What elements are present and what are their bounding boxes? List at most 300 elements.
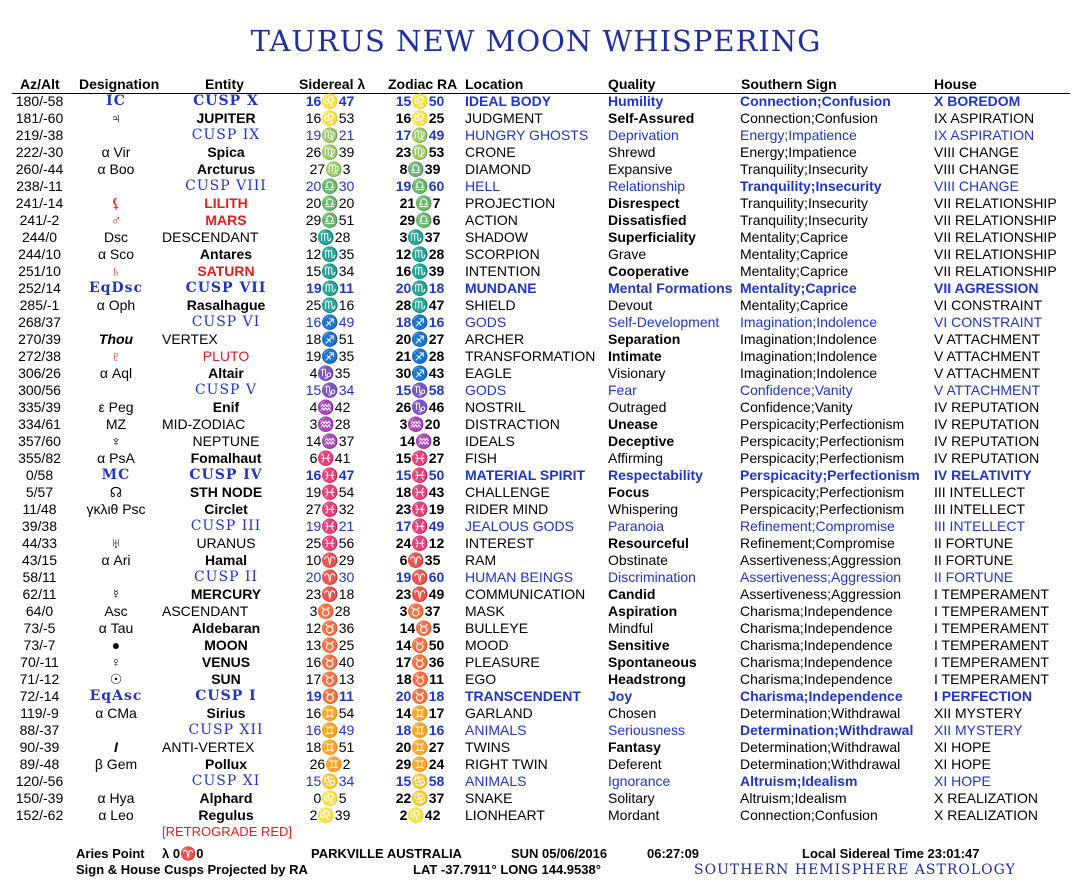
cell-designation [70, 722, 162, 739]
cell-quality: Chosen [608, 705, 657, 721]
cell-sidereal: 19♓21 [305, 518, 355, 534]
cell-entity: DESCENDANT [162, 229, 259, 245]
cell-location: RIGHT TWIN [465, 756, 548, 772]
cell-az-alt: 73/-7 [23, 637, 56, 653]
cell-entity: Spica [207, 144, 245, 160]
cell-southern-sign: Confidence;Vanity [740, 382, 853, 398]
cell-sidereal: 19♉11 [306, 688, 354, 704]
cell-quality: Paranoia [608, 518, 665, 534]
cell-house: XII MYSTERY [934, 722, 1023, 738]
cell-sidereal: 25♏16 [305, 297, 355, 313]
table-row [0, 263, 1072, 280]
cell-quality: Respectability [608, 467, 703, 483]
cell-house: VII RELATIONSHIP [934, 195, 1057, 211]
cell-zodiac-ra: 15♓50 [395, 467, 445, 483]
cell-sidereal: 12♏35 [305, 246, 355, 262]
cell-designation: ε Peg [98, 399, 134, 415]
cell-zodiac-ra: 18♊16 [395, 722, 445, 738]
cell-sidereal: 16♌53 [305, 110, 355, 126]
cell-entity: ANTI-VERTEX [162, 739, 255, 755]
aries-point-label: Aries Point [76, 846, 145, 861]
retrograde-note: [RETROGRADE RED] [162, 824, 293, 839]
cell-southern-sign: Perspicacity;Perfectionism [740, 467, 920, 483]
header-sidereal: Sidereal λ [299, 76, 366, 92]
cell-quality: Deceptive [608, 433, 675, 449]
cell-zodiac-ra: 18♓43 [395, 484, 445, 500]
cell-location: NOSTRIL [465, 399, 526, 415]
cell-quality: Self-Assured [608, 110, 695, 126]
footer-line-1 [0, 846, 1072, 862]
cell-zodiac-ra: 20♉18 [395, 688, 445, 704]
cell-entity: VENUS [201, 654, 251, 670]
cell-house: VII AGRESSION [934, 280, 1039, 296]
table-row [0, 229, 1072, 246]
cell-az-alt: 39/38 [21, 518, 58, 534]
cell-quality: Separation [608, 331, 681, 347]
cell-southern-sign: Charisma;Independence [740, 620, 893, 636]
cell-location: SHADOW [465, 229, 528, 245]
cell-sidereal: 20♈30 [305, 569, 355, 585]
cell-quality: Joy [608, 688, 633, 704]
cell-location: ACTION [465, 212, 518, 228]
cell-zodiac-ra: 23♓19 [395, 501, 445, 517]
table-row [0, 399, 1072, 416]
cell-sidereal: 16♊54 [305, 705, 355, 721]
cell-quality: Unease [608, 416, 658, 432]
cell-az-alt: 335/39 [18, 399, 61, 415]
cell-entity: SATURN [197, 263, 255, 279]
local-sidereal-time: Local Sidereal Time 23:01:47 [802, 846, 980, 861]
cell-southern-sign: Connection;Confusion [740, 93, 891, 109]
cell-southern-sign: Perspicacity;Perfectionism [740, 501, 905, 517]
cell-house: VII RELATIONSHIP [934, 212, 1057, 228]
cell-designation: ♃ [110, 110, 122, 126]
cell-az-alt: 44/33 [21, 535, 58, 551]
cell-zodiac-ra: 23♍53 [395, 144, 445, 160]
cell-southern-sign: Charisma;Independence [740, 671, 893, 687]
table-row [0, 314, 1072, 331]
cell-house: IX ASPIRATION [934, 110, 1035, 126]
cell-house: I TEMPERAMENT [934, 603, 1049, 619]
cell-entity: PLUTO [202, 348, 250, 364]
cell-entity: CUSP XI [191, 773, 261, 789]
cell-entity: Aldebaran [191, 620, 261, 636]
cell-sidereal: 25♓56 [305, 535, 355, 551]
cell-location: COMMUNICATION [465, 586, 586, 602]
cell-entity: CUSP VII [185, 280, 267, 296]
cell-entity: JUPITER [196, 110, 256, 126]
cell-southern-sign: Mentality;Caprice [740, 246, 849, 262]
cell-southern-sign: Altruism;Idealism [740, 773, 858, 789]
cell-zodiac-ra: 19♈60 [395, 569, 445, 585]
cell-designation [70, 773, 162, 790]
cell-house: VII RELATIONSHIP [934, 263, 1057, 279]
cell-sidereal: 16♉40 [305, 654, 355, 670]
cell-quality: Headstrong [608, 671, 686, 687]
cell-zodiac-ra: 14♒8 [399, 433, 441, 449]
cell-az-alt: 43/15 [21, 552, 58, 568]
cell-entity: CUSP XII [188, 722, 264, 738]
cell-location: MUNDANE [465, 280, 537, 296]
cell-designation: γκλιθ Psc [86, 501, 146, 517]
cell-az-alt: 222/-30 [15, 144, 64, 160]
cell-southern-sign: Charisma;Independence [740, 637, 893, 653]
cell-location: CRONE [465, 144, 516, 160]
cell-designation [70, 569, 162, 586]
cell-zodiac-ra: 29♎6 [399, 212, 441, 228]
cell-zodiac-ra: 14♊17 [395, 705, 445, 721]
cell-quality: Ignorance [608, 773, 671, 789]
cell-location: INTEREST [465, 535, 535, 551]
cell-designation: α Tau [98, 620, 134, 636]
cell-sidereal: 18♐51 [305, 331, 355, 347]
cell-entity: MARS [205, 212, 247, 228]
table-row [0, 127, 1072, 144]
cell-az-alt: 300/56 [18, 382, 61, 398]
cell-sidereal: 19♓54 [305, 484, 355, 500]
header-location: Location [465, 76, 524, 92]
cell-designation: ♆ [110, 433, 122, 449]
table-row [0, 212, 1072, 229]
cell-house: XI HOPE [934, 773, 991, 789]
cell-az-alt: 241/-14 [15, 195, 64, 211]
cell-az-alt: 306/26 [18, 365, 61, 381]
cell-designation: α Hya [97, 790, 135, 806]
cell-az-alt: 244/0 [21, 229, 58, 245]
header-quality: Quality [608, 76, 656, 92]
table-row [0, 501, 1072, 518]
cell-quality: Deprivation [608, 127, 679, 143]
cell-house: V ATTACHMENT [934, 365, 1041, 381]
cell-zodiac-ra: 18♐16 [395, 314, 445, 330]
cell-house: X REALIZATION [934, 807, 1038, 823]
cell-sidereal: 20♎30 [305, 178, 355, 194]
cell-zodiac-ra: 15♌50 [395, 93, 445, 109]
table-row [0, 569, 1072, 586]
cell-quality: Affirming [608, 450, 663, 466]
cell-house: V ATTACHMENT [934, 348, 1041, 364]
cell-southern-sign: Determination;Withdrawal [740, 722, 914, 738]
cell-designation: ⚸ [110, 195, 122, 211]
cell-az-alt: 252/14 [18, 280, 61, 296]
table-row [0, 280, 1072, 297]
cell-zodiac-ra: 14♉5 [399, 620, 441, 636]
cell-quality: Expansive [608, 161, 673, 177]
cell-zodiac-ra: 15♓27 [395, 450, 445, 466]
cell-az-alt: 0/58 [25, 467, 54, 483]
cell-location: MASK [465, 603, 505, 619]
cell-entity: Sirius [206, 705, 246, 721]
cell-designation: EqDsc [88, 280, 143, 296]
cell-southern-sign: Charisma;Independence [740, 654, 893, 670]
page-title: TAURUS NEW MOON WHISPERING [250, 24, 822, 58]
cell-designation: ☊ [109, 484, 123, 500]
cell-sidereal: 19♍21 [305, 127, 355, 143]
cell-location: HELL [465, 178, 501, 194]
cell-zodiac-ra: 8♎39 [399, 161, 441, 177]
cell-quality: Fantasy [608, 739, 661, 755]
table-row [0, 484, 1072, 501]
cell-location: SCORPION [465, 246, 540, 262]
cell-sidereal: 27♍3 [309, 161, 351, 177]
cell-entity: CUSP III [190, 518, 262, 534]
cell-location: IDEALS [465, 433, 515, 449]
cell-zodiac-ra: 15♋58 [395, 773, 445, 789]
cell-zodiac-ra: 29♊24 [395, 756, 445, 772]
cell-location: RIDER MIND [465, 501, 549, 517]
cell-southern-sign: Refinement;Compromise [740, 535, 895, 551]
cell-southern-sign: Charisma;Independence [740, 688, 903, 704]
table-row [0, 144, 1072, 161]
table-row [0, 382, 1072, 399]
cell-designation: MC [101, 467, 131, 483]
cell-location: JEALOUS GODS [465, 518, 574, 534]
cell-location: HUNGRY GHOSTS [465, 127, 589, 143]
ephemeris-table [0, 93, 1072, 824]
cell-sidereal: 6♓41 [309, 450, 351, 466]
cell-entity: Enif [212, 399, 240, 415]
cell-house: IV RELATIVITY [934, 467, 1032, 483]
coordinates: LAT -37.7911° LONG 144.9538° [413, 862, 601, 877]
cell-designation: EqAsc [89, 688, 143, 704]
cell-southern-sign: Confidence;Vanity [740, 399, 853, 415]
cell-az-alt: 268/37 [18, 314, 61, 330]
cell-designation: Dsc [103, 229, 129, 245]
cell-house: VII RELATIONSHIP [934, 246, 1057, 262]
cell-az-alt: 152/-62 [15, 807, 64, 823]
table-row [0, 654, 1072, 671]
cell-quality: Seriousness [608, 722, 686, 738]
cell-designation: ☉ [109, 671, 123, 687]
cell-quality: Aspiration [608, 603, 678, 619]
table-row [0, 93, 1072, 110]
cell-location: LIONHEART [465, 807, 545, 823]
cell-quality: Intimate [608, 348, 662, 364]
cell-sidereal: 27♓32 [305, 501, 355, 517]
cell-quality: Solitary [608, 790, 655, 806]
cell-southern-sign: Tranquility;Insecurity [740, 178, 882, 194]
cell-location: TRANSCENDENT [465, 688, 581, 704]
cell-entity: CUSP I [195, 688, 257, 704]
cell-az-alt: 260/-44 [15, 161, 64, 177]
cell-sidereal: 0♌5 [313, 790, 347, 806]
cell-az-alt: 357/60 [18, 433, 61, 449]
cell-az-alt: 285/-1 [19, 297, 60, 313]
cell-house: XI HOPE [934, 756, 991, 772]
cell-sidereal: 16♊49 [305, 722, 355, 738]
cell-sidereal: 17♉13 [305, 671, 355, 687]
table-row [0, 161, 1072, 178]
cell-sidereal: 3♒28 [309, 416, 351, 432]
cell-quality: Humility [608, 93, 664, 109]
cell-southern-sign: Imagination;Indolence [740, 314, 877, 330]
cell-quality: Spontaneous [608, 654, 697, 670]
cell-house: I TEMPERAMENT [934, 637, 1049, 653]
cell-sidereal: 20♎20 [305, 195, 355, 211]
cell-az-alt: 219/-38 [15, 127, 64, 143]
cell-designation: Asc [104, 603, 128, 619]
cell-designation [70, 314, 162, 331]
cell-zodiac-ra: 15♑58 [395, 382, 445, 398]
cell-location: MATERIAL SPIRIT [465, 467, 586, 483]
cell-quality: Mindful [608, 620, 654, 636]
cell-designation: ♄ [110, 263, 122, 279]
cell-designation: β Gem [94, 756, 138, 772]
cell-designation [70, 382, 162, 399]
cell-location: ANIMALS [465, 722, 527, 738]
cell-az-alt: 62/11 [22, 586, 57, 602]
cell-house: VIII CHANGE [934, 178, 1019, 194]
cell-quality: Superficiality [608, 229, 696, 245]
cell-az-alt: 70/-11 [20, 654, 59, 670]
cell-location: FISH [465, 450, 497, 466]
cell-az-alt: 244/10 [18, 246, 61, 262]
cell-az-alt: 88/-37 [19, 722, 60, 738]
cell-location: ARCHER [465, 331, 525, 347]
cell-designation: ☿ [110, 586, 122, 602]
cell-entity: MID-ZODIAC [162, 416, 246, 432]
cell-southern-sign: Imagination;Indolence [740, 365, 877, 381]
cell-sidereal: 19♏11 [306, 280, 354, 296]
cell-zodiac-ra: 3♉37 [399, 603, 441, 619]
cell-quality: Sensitive [608, 637, 670, 653]
table-row [0, 450, 1072, 467]
table-row [0, 603, 1072, 620]
cell-southern-sign: Connection;Confusion [740, 807, 878, 823]
cell-designation: ♀ [110, 654, 122, 670]
cell-southern-sign: Tranquility;Insecurity [740, 195, 868, 211]
aries-point-value: λ 0♈0 [162, 846, 204, 861]
cell-quality: Visionary [608, 365, 666, 381]
cell-designation: MZ [105, 416, 127, 432]
cell-zodiac-ra: 24♓12 [395, 535, 445, 551]
cell-quality: Focus [608, 484, 650, 500]
table-row [0, 297, 1072, 314]
cell-house: VIII CHANGE [934, 144, 1019, 160]
cell-sidereal: 13♉25 [305, 637, 355, 653]
cell-sidereal: 3♉28 [309, 603, 351, 619]
cell-quality: Fear [608, 382, 637, 398]
table-row [0, 348, 1072, 365]
cell-zodiac-ra: 20♐27 [395, 331, 445, 347]
cell-sidereal: 15♏34 [305, 263, 355, 279]
cell-sidereal: 12♉36 [305, 620, 355, 636]
cell-zodiac-ra: 21♎7 [399, 195, 441, 211]
table-row [0, 433, 1072, 450]
cell-sidereal: 4♒42 [309, 399, 351, 415]
table-row [0, 637, 1072, 654]
cell-entity: Fomalhaut [190, 450, 262, 466]
cell-zodiac-ra: 14♉50 [395, 637, 445, 653]
cell-az-alt: 58/11 [22, 569, 57, 585]
table-row [0, 110, 1072, 127]
cell-house: X BOREDOM [934, 93, 1021, 109]
cell-designation: ♅ [110, 535, 122, 551]
cell-location: GARLAND [465, 705, 533, 721]
cell-quality: Disrespect [608, 195, 680, 211]
cell-house: VIII CHANGE [934, 161, 1019, 177]
cell-quality: Deferent [608, 756, 662, 772]
header-house: House [934, 76, 977, 92]
cell-zodiac-ra: 6♈35 [399, 552, 441, 568]
cell-designation [70, 127, 162, 144]
cell-location: BULLEYE [465, 620, 529, 636]
cell-entity: Circlet [204, 501, 248, 517]
cell-sidereal: 4♑35 [309, 365, 351, 381]
cell-az-alt: 11/48 [22, 501, 57, 517]
cell-zodiac-ra: 17♍49 [395, 127, 445, 143]
cell-quality: Discrimination [608, 569, 696, 585]
cell-quality: Outraged [608, 399, 667, 415]
cell-entity: CUSP VI [191, 314, 261, 330]
cell-sidereal: 15♋34 [305, 773, 355, 789]
cell-designation: ♂ [110, 212, 122, 228]
cell-sidereal: 2♌39 [309, 807, 351, 823]
cell-zodiac-ra: 16♏39 [395, 263, 445, 279]
cell-southern-sign: Assertiveness;Aggression [740, 552, 902, 568]
cell-southern-sign: Energy;Impatience [740, 144, 857, 160]
cell-entity: URANUS [196, 535, 256, 551]
cell-entity: STH NODE [189, 484, 263, 500]
cell-az-alt: 180/-58 [15, 93, 64, 109]
cell-location: ANIMALS [465, 773, 527, 789]
header-azalt: Az/Alt [20, 76, 60, 92]
location-place: PARKVILLE AUSTRALIA [311, 846, 462, 861]
header-entity: Entity [205, 76, 244, 92]
cell-quality: Whispering [608, 501, 679, 517]
table-row [0, 518, 1072, 535]
cell-sidereal: 3♏28 [309, 229, 351, 245]
cell-entity: NEPTUNE [192, 433, 260, 449]
cell-designation: α Boo [97, 161, 135, 177]
cell-designation: α Oph [96, 297, 136, 313]
cell-southern-sign: Altruism;Idealism [740, 790, 847, 806]
cell-az-alt: 90/-39 [19, 739, 60, 755]
header-designation: Designation [79, 76, 160, 92]
cell-house: VI CONSTRAINT [934, 297, 1043, 313]
cell-zodiac-ra: 23♈49 [395, 586, 445, 602]
cell-entity: Hamal [204, 552, 248, 568]
cell-quality: Mordant [608, 807, 660, 823]
cell-designation: I [114, 739, 118, 755]
cell-southern-sign: Mentality;Caprice [740, 280, 857, 296]
cell-southern-sign: Perspicacity;Perfectionism [740, 433, 905, 449]
cell-house: I PERFECTION [934, 688, 1033, 704]
cell-entity: CUSP IV [189, 467, 263, 483]
chart-date: SUN 05/06/2016 [511, 846, 608, 861]
header-southern-sign: Southern Sign [741, 76, 837, 92]
cell-house: VI CONSTRAINT [934, 314, 1043, 330]
cell-southern-sign: Determination;Withdrawal [740, 756, 901, 772]
cell-designation: ♇ [110, 348, 122, 364]
cell-entity: VERTEX [162, 331, 218, 347]
cell-sidereal: 16♐49 [305, 314, 355, 330]
cell-az-alt: 119/-9 [20, 705, 59, 721]
cell-southern-sign: Determination;Withdrawal [740, 739, 901, 755]
cell-sidereal: 18♊51 [305, 739, 355, 755]
cell-location: DIAMOND [465, 161, 532, 177]
cell-quality: Grave [608, 246, 647, 262]
cell-location: PLEASURE [465, 654, 540, 670]
cell-house: I TEMPERAMENT [934, 620, 1049, 636]
projection-note: Sign & House Cusps Projected by RA [76, 862, 308, 877]
cell-entity: Altair [208, 365, 244, 381]
cell-designation: ● [111, 637, 121, 653]
cell-designation [70, 178, 162, 195]
cell-entity: CUSP VIII [185, 178, 267, 194]
cell-entity: Alphard [199, 790, 253, 806]
chart-time: 06:27:09 [647, 846, 700, 861]
